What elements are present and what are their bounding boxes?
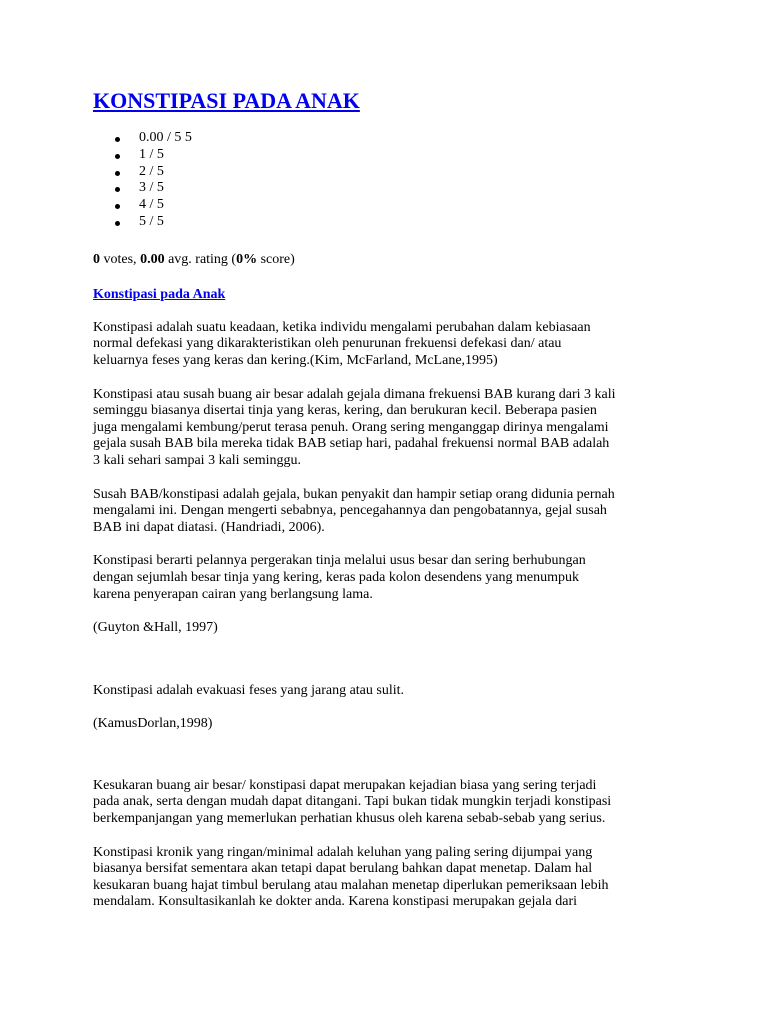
rating-option[interactable] <box>119 164 683 181</box>
score-percent: 0% <box>236 251 258 267</box>
avg-rating: 0.00 <box>140 251 165 267</box>
rating-option[interactable] <box>119 130 683 147</box>
paragraph-line: Kesukaran buang air besar/ konstipasi dapat merupakan kejadian biasa yang sering terjadi <box>93 777 597 793</box>
rating-option[interactable] <box>119 147 683 164</box>
citation-dorlan <box>93 716 678 733</box>
paragraph-line: (KamusDorlan,1998) <box>93 716 213 732</box>
paragraph-line: pada anak, serta dengan mudah dapat ditangani. Tapi bukan tidak mungkin terjadi konstipasi <box>93 794 612 810</box>
paragraph-line: mendalam. Konsultasikanlah ke dokter anda. Karena konstipasi merupakan gejala dari <box>93 894 577 910</box>
rating-option[interactable] <box>119 180 683 197</box>
paragraph-definition-kim <box>93 320 678 370</box>
paragraph-line: Konstipasi berarti pelannya pergerakan tinja melalui usus besar dan sering berhubungan <box>93 553 586 569</box>
paragraph-dorlan <box>93 683 678 700</box>
paragraph-line: dengan sejumlah besar tinja yang kering, keras pada kolon desendens yang menumpuk <box>93 569 579 585</box>
rating-option[interactable] <box>119 214 683 231</box>
paragraph-symptom <box>93 487 678 537</box>
bullet-icon <box>115 204 120 209</box>
paragraph-line: berkempanjangan yang memerlukan perhatian khusus oleh karena sebab-sebab yang serius. <box>93 811 606 827</box>
paragraph-line: juga mengalami kembung/perut terasa penuh. Orang sering menganggap dirinya mengalami <box>93 419 609 435</box>
paragraph-line: normal defekasi yang dikarakteristikan oleh penurunan frekuensi defekasi dan/ atau <box>93 336 562 352</box>
paragraph-guyton <box>93 553 678 603</box>
bullet-icon <box>115 221 120 226</box>
citation-guyton <box>93 620 678 637</box>
rating-option-label[interactable]: 0.00 / 5 5 <box>139 130 192 145</box>
article-sub-link[interactable]: Konstipasi pada Anak <box>93 286 226 302</box>
paragraph-line: BAB ini dapat diatasi. (Handriadi, 2006). <box>93 519 325 535</box>
bullet-icon <box>115 137 120 142</box>
votes-count: 0 <box>93 251 100 267</box>
rating-option-label[interactable]: 2 / 5 <box>139 163 164 179</box>
paragraph-line: Konstipasi atau susah buang air besar adalah gejala dimana frekuensi BAB kurang dari 3 kali <box>93 386 616 402</box>
paragraph-line: gejala susah BAB bila mereka tidak BAB setiap hari, padahal frekuensi normal BAB adalah <box>93 436 610 452</box>
bullet-icon <box>115 171 120 176</box>
votes-summary <box>93 251 683 268</box>
paragraph-children <box>93 778 678 828</box>
paragraph-line: keluarnya feses yang keras dan kering.(Kim, McFarland, McLane,1995) <box>93 352 498 368</box>
avg-word: avg. rating ( <box>164 251 237 267</box>
rating-list <box>93 130 683 231</box>
bullet-icon <box>115 187 120 192</box>
paragraph-line: kesukaran buang hajat timbul berulang atau malahan menetap diperlukan pemeriksaan lebih <box>93 877 609 893</box>
paragraph-line: biasanya bersifat sementara akan tetapi dapat berulang bahkan dapat menetap. Dalam hal <box>93 861 593 877</box>
paragraph-line: seminggu biasanya disertai tinja yang keras, kering, dan berukuran kecil. Beberapa pasien <box>93 403 597 419</box>
paragraph-line: (Guyton &Hall, 1997) <box>93 620 218 636</box>
paragraph-line: karena penyerapan cairan yang berlangsung lama. <box>93 586 373 602</box>
rating-option-label[interactable]: 1 / 5 <box>139 146 164 162</box>
rating-option[interactable] <box>119 197 683 214</box>
paragraph-chronic <box>93 845 678 911</box>
rating-option-label[interactable]: 4 / 5 <box>139 197 164 213</box>
votes-word: votes, <box>100 251 141 267</box>
paragraph-line: Konstipasi adalah suatu keadaan, ketika individu mengalami perubahan dalam kebiasaan <box>93 319 591 335</box>
bullet-icon <box>115 154 120 159</box>
paragraph-line: mengalami ini. Dengan mengerti sebabnya, pencegahannya dan pengobatannya, gejal susah <box>93 503 607 519</box>
paragraph-frequency <box>93 387 678 470</box>
paragraph-line: Susah BAB/konstipasi adalah gejala, bukan penyakit dan hampir setiap orang didunia pernah <box>93 486 615 502</box>
paragraph-line: 3 kali sehari sampai 3 kali seminggu. <box>93 452 302 468</box>
rating-option-label[interactable]: 3 / 5 <box>139 180 164 196</box>
article-title-link[interactable]: KONSTIPASI PADA ANAK <box>93 88 360 113</box>
paragraph-line: Konstipasi adalah evakuasi feses yang jarang atau sulit. <box>93 682 405 698</box>
paragraph-line: Konstipasi kronik yang ringan/minimal adalah keluhan yang paling sering dijumpai yang <box>93 844 593 860</box>
article <box>93 86 683 911</box>
rating-option-label[interactable]: 5 / 5 <box>139 213 164 229</box>
score-word: score) <box>257 251 295 267</box>
